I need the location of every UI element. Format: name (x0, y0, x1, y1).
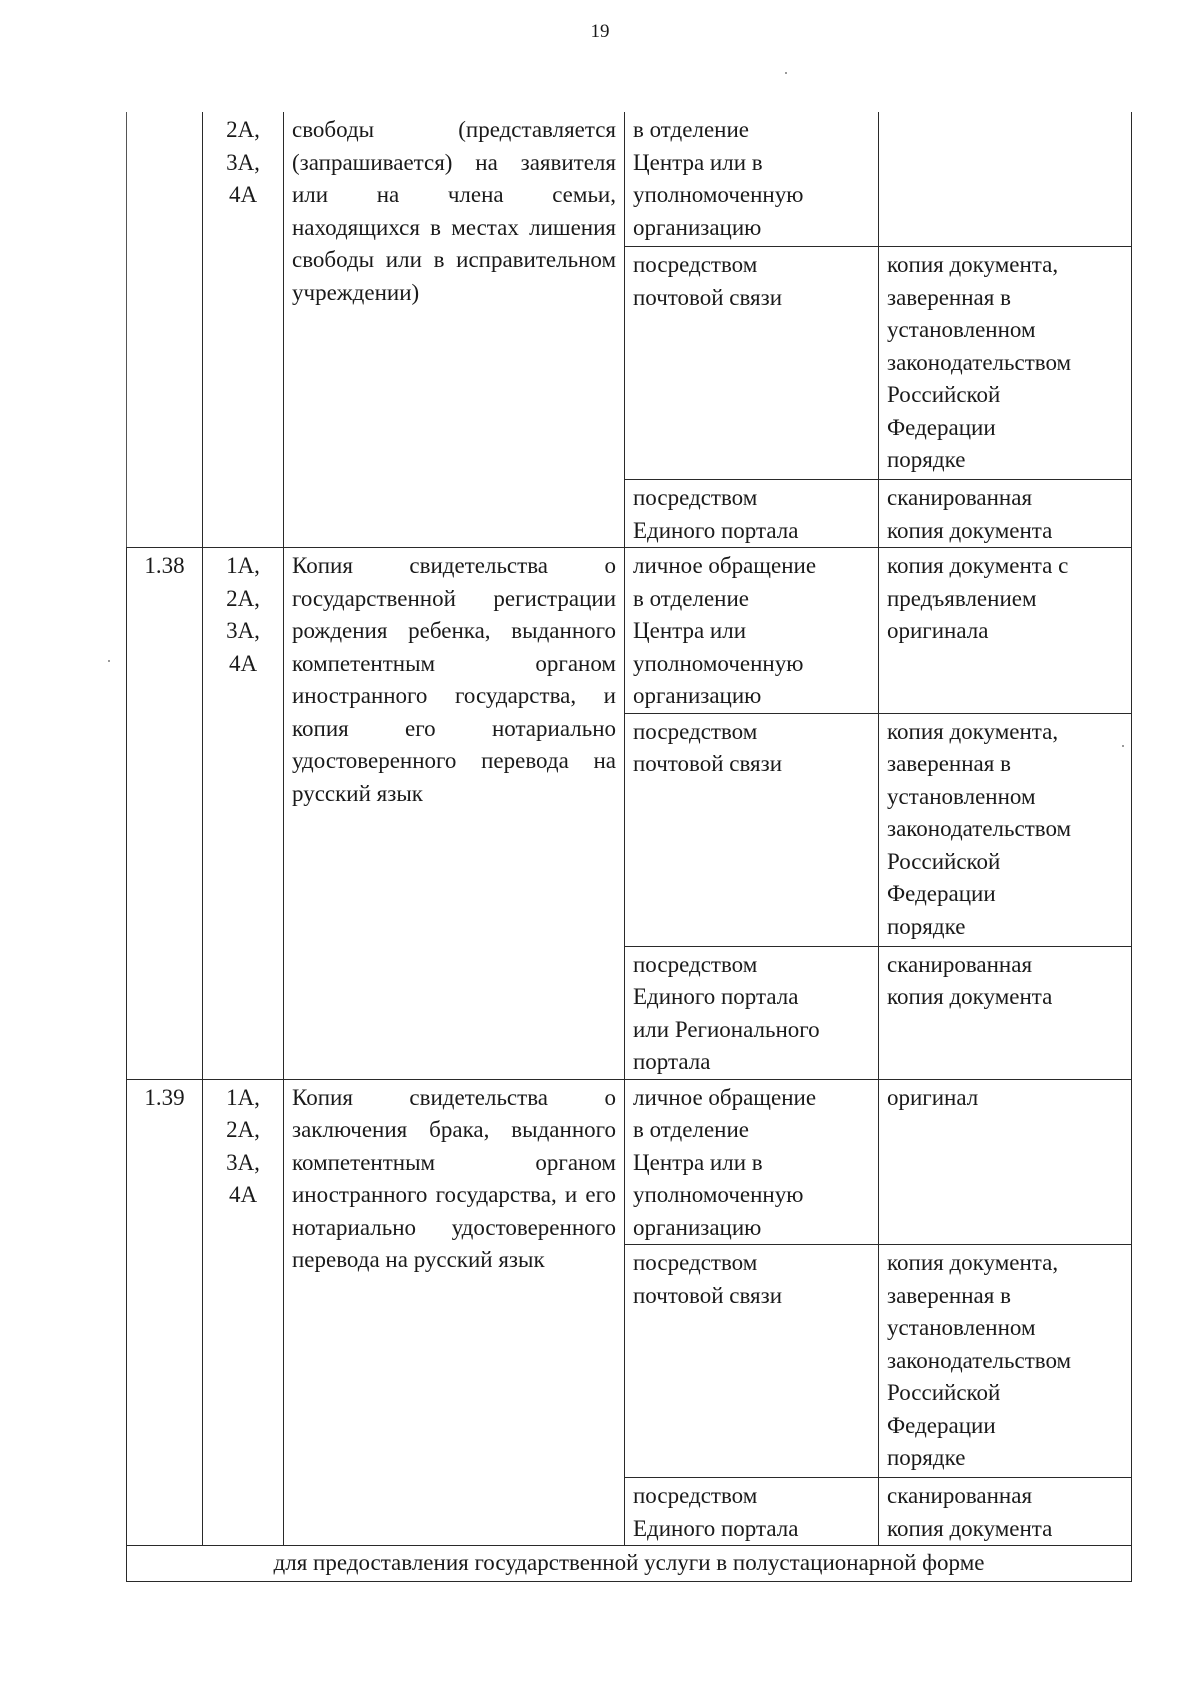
document-form-cell: сканированная копия документа (879, 480, 1132, 548)
document-form-cell: оригинал (879, 1079, 1132, 1245)
page-number: 19 (590, 21, 610, 42)
table-row-section-heading (127, 1546, 1132, 1582)
submission-method-cell: в отделение Центра или в уполномоченную организацию (625, 112, 879, 247)
table-row-1-39 (127, 1079, 1132, 1245)
document-form-cell: сканированная копия документа (879, 946, 1132, 1079)
scan-speck (108, 660, 110, 662)
row-number-cell: 1.38 (127, 548, 203, 1080)
document-form-cell (879, 112, 1132, 247)
document-form-cell: копия документа, заверенная в установленном законодательством Российской Федерации порядке (879, 1245, 1132, 1478)
scan-speck (785, 72, 787, 74)
submission-method-cell: посредством Единого портала (625, 1478, 879, 1546)
applicant-category-cell: 1А, 2А, 3А, 4А (203, 1079, 284, 1546)
applicant-category-cell: 1А, 2А, 3А, 4А (203, 548, 284, 1080)
document-form-cell: копия документа, заверенная в установленном законодательством Российской Федерации порядке (879, 713, 1132, 946)
submission-method-cell: посредством почтовой связи (625, 247, 879, 480)
table-row-1-38 (127, 548, 1132, 714)
scan-speck (1122, 745, 1124, 747)
row-number-cell: 1.39 (127, 1079, 203, 1546)
section-heading-cell: для предоставления государственной услуги в полустационарной форме (127, 1546, 1132, 1582)
document-name-cell: Копия свидетельства о государственной регистрации рождения ребенка, выданного компетентным органом иностранного государства, и копия его нотариально удостоверенного перевода на русский язык (284, 548, 625, 1080)
applicant-category-cell: 2А, 3А, 4А (203, 112, 284, 548)
document-name-cell: свободы (представляется (запрашивается) на заявителя или на члена семьи, находящихся в местах лишения свободы или в исправительном учреждении) (284, 112, 625, 548)
submission-method-cell: личное обращение в отделение Центра или в уполномоченную организацию (625, 1079, 879, 1245)
document-form-cell: сканированная копия документа (879, 1478, 1132, 1546)
document-form-cell: копия документа, заверенная в установленном законодательством Российской Федерации порядке (879, 247, 1132, 480)
document-name-cell: Копия свидетельства о заключения брака, выданного компетентным органом иностранного государства, и его нотариально удостоверенного перевода на русский язык (284, 1079, 625, 1546)
submission-method-cell: личное обращение в отделение Центра или уполномоченную организацию (625, 548, 879, 714)
submission-method-cell: посредством Единого портала или Регионального портала (625, 946, 879, 1079)
document-form-cell: копия документа с предъявлением оригинала (879, 548, 1132, 714)
submission-method-cell: посредством Единого портала (625, 480, 879, 548)
submission-method-cell: посредством почтовой связи (625, 713, 879, 946)
table-row-carry-over (127, 112, 1132, 247)
row-number-cell (127, 112, 203, 548)
documents-table (126, 112, 1132, 1582)
submission-method-cell: посредством почтовой связи (625, 1245, 879, 1478)
